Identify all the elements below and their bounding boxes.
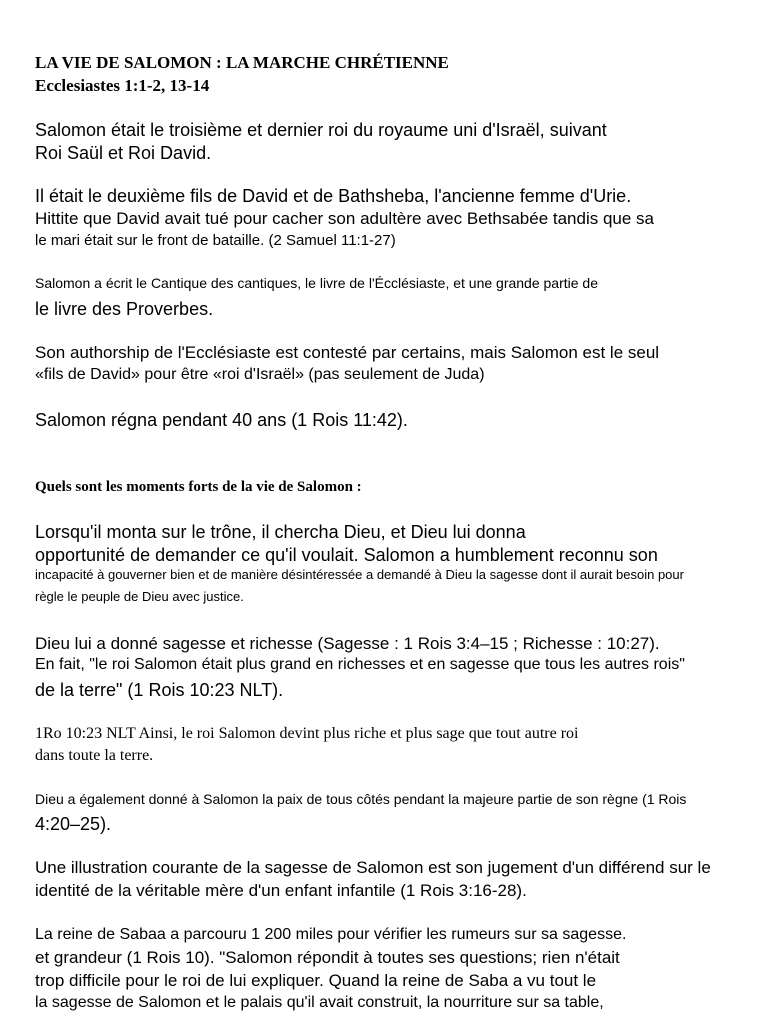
paragraph-line: dans toute la terre. bbox=[35, 747, 154, 764]
paragraph-line: et grandeur (1 Rois 10). "Salomon répondit à toutes ses questions; rien n'était bbox=[35, 948, 620, 967]
paragraph-line: La reine de Sabaa a parcouru 1 200 miles pour vérifier les rumeurs sur sa sagesse. bbox=[35, 926, 627, 943]
paragraph-line: Dieu a également donné à Salomon la paix de tous côtés pendant la majeure partie de son règne (1 Rois bbox=[35, 791, 687, 807]
paragraph-line: Une illustration courante de la sagesse de Salomon est son jugement d'un différend sur le bbox=[35, 858, 711, 877]
paragraph-line: Salomon était le troisième et dernier roi du royaume uni d'Israël, suivant bbox=[35, 120, 607, 140]
paragraph-line: «fils de David» pour être «roi d'Israël» (pas seulement de Juda) bbox=[35, 366, 485, 383]
paragraph-line: identité de la véritable mère d'un enfant infantile (1 Rois 3:16-28). bbox=[35, 881, 527, 900]
paragraph-line: 1Ro 10:23 NLT Ainsi, le roi Salomon devint plus riche et plus sage que tout autre roi bbox=[35, 725, 579, 742]
paragraph-line: de la terre" (1 Rois 10:23 NLT). bbox=[35, 680, 284, 700]
paragraph-line: Il était le deuxième fils de David et de Bathsheba, l'ancienne femme d'Urie. bbox=[35, 186, 632, 206]
paragraph-line: incapacité à gouverner bien et de manière désintéressée a demandé à Dieu la sagesse dont il aurait besoin pour bbox=[35, 567, 684, 582]
paragraph-line: la sagesse de Salomon et le palais qu'il avait construit, la nourriture sur sa table, bbox=[35, 994, 604, 1011]
paragraph-line: Hittite que David avait tué pour cacher son adultère avec Bethsabée tandis que sa bbox=[35, 209, 654, 228]
paragraph-line: Dieu lui a donné sagesse et richesse (Sagesse : 1 Rois 3:4–15 ; Richesse : 10:27). bbox=[35, 634, 660, 653]
paragraph-line: 4:20–25). bbox=[35, 814, 112, 834]
paragraph-line: opportunité de demander ce qu'il voulait. Salomon a humblement reconnu son bbox=[35, 545, 658, 565]
paragraph-line: En fait, "le roi Salomon était plus grand en richesses et en sagesse que tous les autres rois" bbox=[35, 656, 685, 673]
document-title: LA VIE DE SALOMON : LA MARCHE CHRÉTIENNE bbox=[35, 53, 449, 72]
paragraph-line: le livre des Proverbes. bbox=[35, 299, 214, 319]
paragraph-line: Roi Saül et Roi David. bbox=[35, 143, 212, 163]
paragraph-line: Lorsqu'il monta sur le trône, il chercha Dieu, et Dieu lui donna bbox=[35, 522, 526, 542]
paragraph-line: règle le peuple de Dieu avec justice. bbox=[35, 589, 244, 604]
paragraph-line: Son authorship de l'Ecclésiaste est contesté par certains, mais Salomon est le seul bbox=[35, 343, 660, 362]
scripture-reference: Ecclesiastes 1:1-2, 13-14 bbox=[35, 76, 210, 95]
section-heading: Quels sont les moments forts de la vie de Salomon : bbox=[35, 479, 362, 495]
paragraph-line: le mari était sur le front de bataille. (2 Samuel 11:1-27) bbox=[35, 232, 396, 249]
paragraph-line: Salomon régna pendant 40 ans (1 Rois 11:42). bbox=[35, 410, 408, 430]
paragraph-line: trop difficile pour le roi de lui expliquer. Quand la reine de Saba a vu tout le bbox=[35, 971, 597, 990]
paragraph-line: Salomon a écrit le Cantique des cantiques, le livre de l'Écclésiaste, et une grande partie de bbox=[35, 275, 599, 291]
